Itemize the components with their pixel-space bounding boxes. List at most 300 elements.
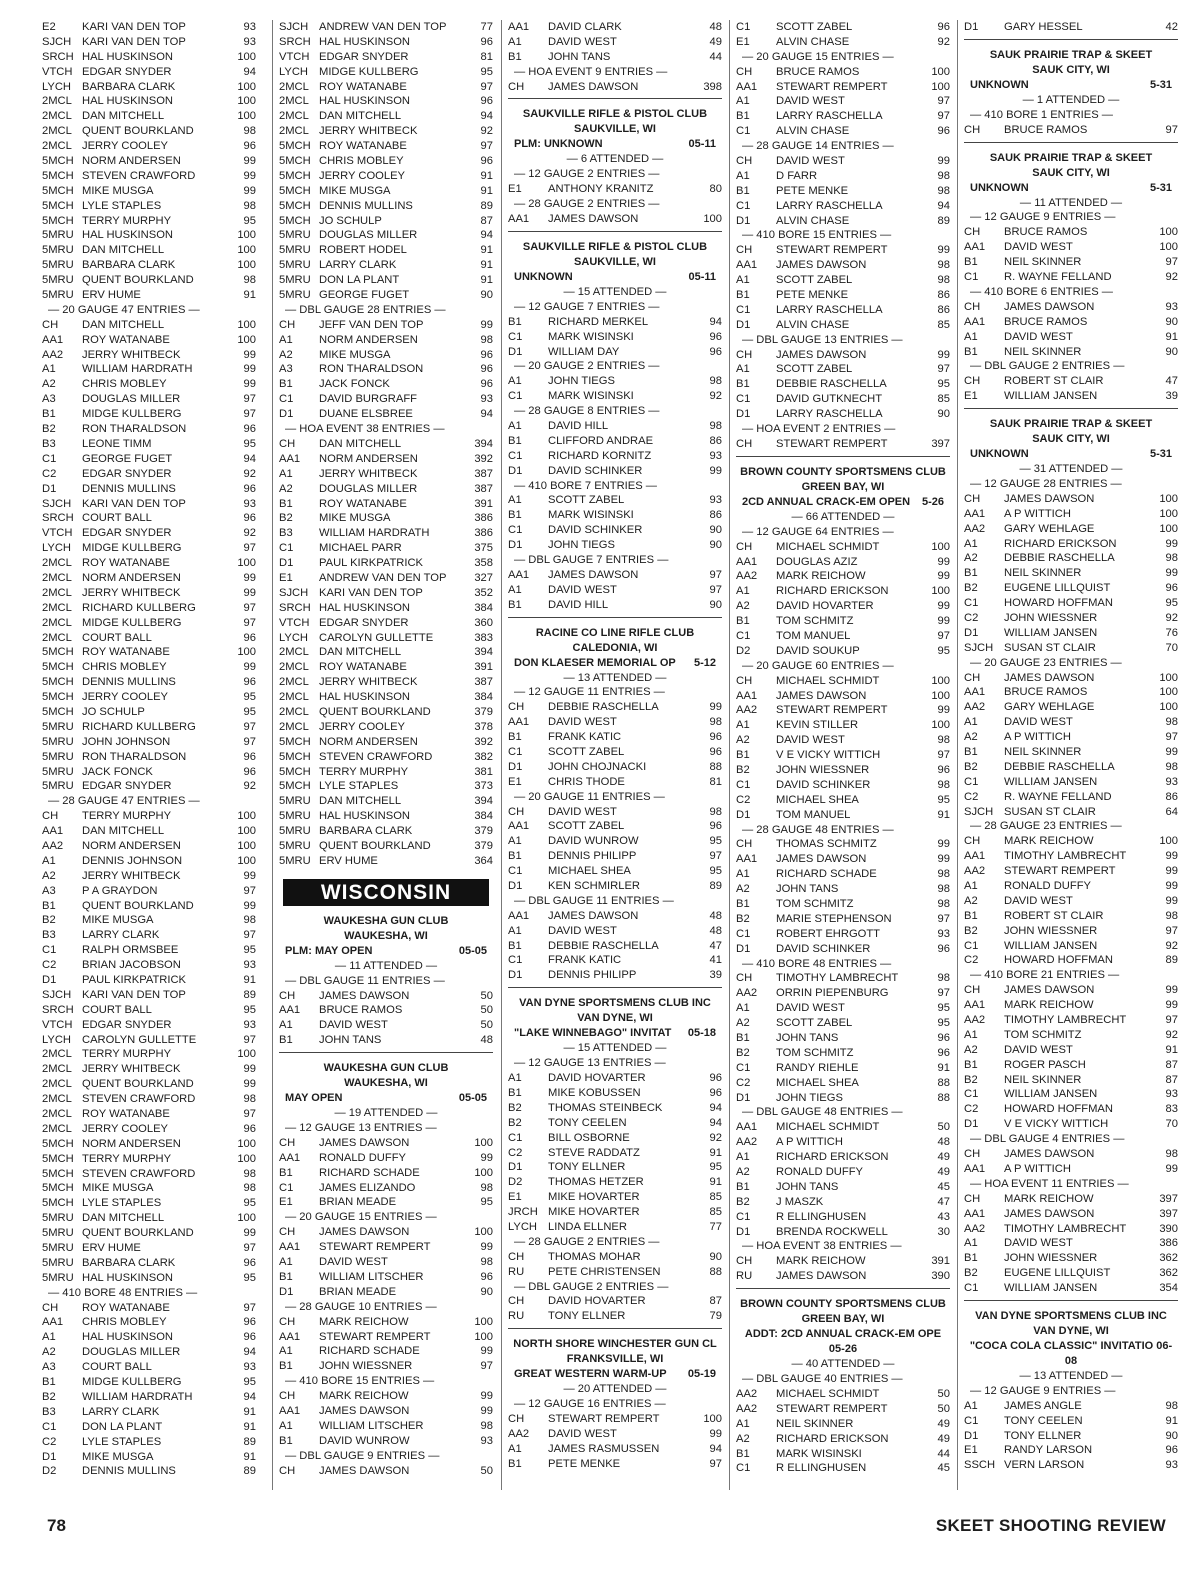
result-row bbox=[42, 273, 256, 288]
shooter-name: ROY WATANABE bbox=[319, 661, 407, 674]
class-code: D1 bbox=[279, 408, 294, 421]
class-code: A1 bbox=[964, 330, 978, 343]
class-code: C2 bbox=[964, 1103, 979, 1116]
shooter-name: TOM MANUEL bbox=[776, 808, 851, 821]
shooter-name: JERRY WHITBECK bbox=[82, 869, 181, 882]
score: 93 bbox=[243, 1018, 256, 1031]
score: 86 bbox=[709, 509, 722, 522]
class-code: AA1 bbox=[964, 1162, 986, 1175]
class-code: LYCH bbox=[508, 1220, 538, 1233]
score: 95 bbox=[243, 437, 256, 450]
score: 100 bbox=[1159, 507, 1178, 520]
class-code: D1 bbox=[42, 974, 57, 986]
result-row bbox=[964, 1266, 1178, 1281]
shoot-name: "LAKE WINNEBAGO" INVITAT bbox=[514, 1027, 672, 1040]
shooter-name: RICHARD ERICKSON bbox=[1004, 537, 1117, 550]
class-code: B1 bbox=[279, 1034, 293, 1047]
shooter-name: RALPH ORMSBEE bbox=[82, 944, 179, 957]
result-row bbox=[279, 1315, 493, 1330]
event-heading bbox=[42, 303, 256, 318]
class-code: SJCH bbox=[279, 586, 309, 599]
score: 91 bbox=[243, 1420, 256, 1433]
score: 47 bbox=[709, 939, 722, 952]
class-code: D1 bbox=[736, 318, 751, 331]
shooter-name: MIKE HOVARTER bbox=[548, 1206, 640, 1219]
shooter-name: DAVID WEST bbox=[548, 716, 617, 729]
shooter-name: HAL HUSKINSON bbox=[319, 601, 410, 614]
class-code: B2 bbox=[736, 1046, 750, 1059]
score: 386 bbox=[474, 512, 493, 525]
class-code: AA2 bbox=[736, 704, 758, 717]
result-row bbox=[508, 849, 722, 864]
class-code: 5MRU bbox=[42, 289, 74, 302]
divider bbox=[964, 1300, 1178, 1301]
divider bbox=[279, 1052, 493, 1053]
class-code: A1 bbox=[736, 719, 750, 732]
shooter-name: DAVID GUTKNECHT bbox=[776, 393, 883, 406]
result-row bbox=[279, 273, 493, 288]
result-row bbox=[964, 1458, 1178, 1473]
score: 99 bbox=[709, 701, 722, 714]
score: 92 bbox=[709, 1131, 722, 1144]
class-code: A2 bbox=[736, 1166, 750, 1179]
result-row bbox=[736, 778, 950, 793]
score: 99 bbox=[243, 363, 256, 376]
class-code: E1 bbox=[964, 390, 978, 403]
shooter-name: DEBBIE RASCHELLA bbox=[1004, 760, 1115, 773]
event-heading-text: — 12 GAUGE 16 ENTRIES — bbox=[514, 1398, 666, 1411]
class-code: 5MCH bbox=[42, 1167, 74, 1180]
class-code: B2 bbox=[964, 582, 978, 595]
class-code: A1 bbox=[736, 169, 750, 182]
class-code: D2 bbox=[736, 644, 751, 657]
shooter-name: EDGAR SNYDER bbox=[319, 616, 409, 629]
shooter-name: MICHAEL SCHMIDT bbox=[776, 1387, 880, 1400]
result-row bbox=[279, 1389, 493, 1404]
result-row bbox=[279, 94, 493, 109]
class-code: 2MCL bbox=[42, 1122, 72, 1135]
result-row bbox=[279, 1195, 493, 1210]
result-row bbox=[736, 1001, 950, 1016]
event-heading-text: — 28 GAUGE 47 ENTRIES — bbox=[48, 795, 200, 808]
score: 45 bbox=[937, 1180, 950, 1193]
result-row bbox=[964, 953, 1178, 968]
score: 92 bbox=[1165, 939, 1178, 952]
club-header bbox=[508, 1337, 722, 1367]
result-row bbox=[42, 735, 256, 750]
event-heading-text: — 28 GAUGE 48 ENTRIES — bbox=[742, 823, 894, 836]
shooter-name: A P WITTICH bbox=[1004, 1162, 1071, 1175]
class-code: B1 bbox=[736, 1180, 750, 1193]
shooter-name: HOWARD HOFFMAN bbox=[1004, 954, 1113, 967]
result-row bbox=[736, 1195, 950, 1210]
result-row bbox=[279, 139, 493, 154]
class-code: AA1 bbox=[279, 1330, 301, 1343]
result-row bbox=[964, 641, 1178, 656]
class-code: 5MRU bbox=[279, 289, 311, 302]
shooter-name: DAVID SCHINKER bbox=[776, 778, 871, 791]
divider bbox=[508, 987, 722, 988]
class-code: B1 bbox=[42, 1376, 56, 1389]
shooter-name: JAMES ANGLE bbox=[1004, 1399, 1082, 1412]
shooter-name: EDGAR SNYDER bbox=[319, 50, 409, 63]
result-row bbox=[42, 1301, 256, 1316]
shooter-name: HAL HUSKINSON bbox=[82, 1271, 173, 1284]
result-row bbox=[42, 243, 256, 258]
result-row bbox=[42, 556, 256, 571]
class-code: D1 bbox=[508, 760, 523, 773]
result-row bbox=[279, 1464, 493, 1479]
result-row bbox=[42, 362, 256, 377]
class-code: AA1 bbox=[736, 80, 758, 93]
shooter-name: WILLIAM LITSCHER bbox=[319, 1419, 424, 1432]
class-code: A2 bbox=[279, 482, 293, 495]
shooter-name: NORM ANDERSEN bbox=[82, 839, 181, 852]
result-row bbox=[736, 555, 950, 570]
class-code: B1 bbox=[964, 746, 978, 758]
result-row bbox=[279, 392, 493, 407]
score: 81 bbox=[480, 50, 493, 63]
class-code: B1 bbox=[279, 1434, 293, 1447]
shooter-name: JAMES DAWSON bbox=[1004, 984, 1095, 997]
attendance: — 13 ATTENDED — bbox=[563, 671, 667, 684]
event-heading-text: — 28 GAUGE 23 ENTRIES — bbox=[970, 820, 1122, 833]
result-row bbox=[508, 1175, 722, 1190]
shooter-name: JACK FONCK bbox=[82, 765, 153, 778]
class-code: C1 bbox=[736, 778, 751, 791]
class-code: 5MCH bbox=[279, 184, 311, 197]
shoot-event-line bbox=[508, 656, 722, 671]
result-row bbox=[508, 508, 722, 523]
result-row bbox=[42, 973, 256, 988]
score: 91 bbox=[480, 169, 493, 182]
class-code: AA2 bbox=[736, 1402, 758, 1415]
event-heading-text: — 20 GAUGE 60 ENTRIES — bbox=[742, 659, 894, 672]
result-row bbox=[42, 1181, 256, 1196]
score: 90 bbox=[709, 1250, 722, 1263]
event-heading bbox=[279, 974, 493, 989]
score: 97 bbox=[1165, 256, 1178, 269]
class-code: LYCH bbox=[42, 542, 72, 555]
score: 49 bbox=[937, 1166, 950, 1179]
score: 96 bbox=[243, 1331, 256, 1344]
class-code: A2 bbox=[736, 1432, 750, 1445]
score: 90 bbox=[1165, 1429, 1178, 1442]
score: 89 bbox=[243, 1465, 256, 1478]
class-code: CH bbox=[736, 674, 753, 687]
score: 99 bbox=[243, 348, 256, 361]
shooter-name: TERRY MURPHY bbox=[82, 1152, 172, 1165]
club-line: 08 bbox=[1064, 1354, 1078, 1367]
class-code: AA1 bbox=[42, 825, 64, 838]
shooter-name: DENNIS PHILIPP bbox=[548, 850, 637, 863]
club-line: VAN DYNE, WI bbox=[1033, 1324, 1109, 1337]
score: 99 bbox=[1165, 894, 1178, 907]
attendance: — 1 ATTENDED — bbox=[1022, 93, 1120, 106]
class-code: CH bbox=[508, 80, 525, 93]
event-heading-text: — 12 GAUGE 9 ENTRIES — bbox=[970, 1384, 1116, 1397]
event-heading-text: — DBL GAUGE 2 ENTRIES — bbox=[514, 1280, 669, 1293]
shooter-name: STEWART REMPERT bbox=[319, 1330, 431, 1343]
shooter-name: JERRY WHITBECK bbox=[319, 467, 418, 480]
shooter-name: MIDGE KULLBERG bbox=[319, 65, 419, 78]
shooter-name: RONALD DUFFY bbox=[319, 1151, 407, 1164]
class-code: AA1 bbox=[508, 820, 530, 833]
result-row bbox=[279, 497, 493, 512]
class-code: B2 bbox=[508, 1116, 522, 1129]
class-code: D1 bbox=[508, 539, 523, 552]
score: 98 bbox=[480, 1256, 493, 1269]
score: 91 bbox=[709, 1146, 722, 1159]
result-row bbox=[508, 1116, 722, 1131]
result-row bbox=[42, 616, 256, 631]
shooter-name: RONALD DUFFY bbox=[776, 1166, 864, 1179]
result-row bbox=[42, 1167, 256, 1182]
shooter-name: JO SCHULP bbox=[82, 705, 145, 718]
score: 93 bbox=[243, 21, 256, 33]
class-code: B2 bbox=[42, 1390, 56, 1403]
result-row bbox=[736, 971, 950, 986]
class-code: B1 bbox=[736, 898, 750, 910]
class-code: B1 bbox=[508, 1457, 522, 1470]
score: 47 bbox=[937, 1195, 950, 1208]
result-row bbox=[279, 586, 493, 601]
result-row bbox=[42, 1464, 256, 1479]
result-row bbox=[736, 1402, 950, 1417]
result-row bbox=[736, 124, 950, 139]
shoot-date: 05-18 bbox=[687, 1027, 716, 1040]
shooter-name: RICHARD KULLBERG bbox=[82, 720, 196, 733]
class-code: A1 bbox=[736, 274, 750, 287]
shooter-name: JERRY WHITBECK bbox=[82, 1063, 181, 1076]
shooter-name: MARK WISINSKI bbox=[548, 390, 634, 403]
divider bbox=[964, 408, 1178, 409]
result-row bbox=[964, 1414, 1178, 1429]
shooter-name: DENNIS PHILIPP bbox=[548, 969, 637, 982]
club-header bbox=[279, 1061, 493, 1091]
score: 95 bbox=[480, 1196, 493, 1209]
result-row bbox=[736, 1120, 950, 1135]
shooter-name: TERRY MURPHY bbox=[82, 810, 172, 823]
score: 97 bbox=[937, 987, 950, 1000]
class-code: B1 bbox=[508, 434, 522, 447]
class-code: 2MCL bbox=[279, 95, 309, 108]
result-row bbox=[964, 537, 1178, 552]
shooter-name: HAL HUSKINSON bbox=[319, 35, 410, 48]
event-heading-text: — HOA EVENT 38 ENTRIES — bbox=[285, 423, 445, 436]
score: 98 bbox=[937, 883, 950, 896]
event-heading-text: — HOA EVENT 9 ENTRIES — bbox=[514, 65, 668, 78]
result-row bbox=[736, 1210, 950, 1225]
event-heading-text: — 28 GAUGE 2 ENTRIES — bbox=[514, 1235, 660, 1248]
result-row bbox=[42, 214, 256, 229]
result-row bbox=[42, 318, 256, 333]
shooter-name: QUENT BOURKLAND bbox=[82, 1227, 194, 1240]
class-code: CH bbox=[279, 318, 296, 331]
score: 91 bbox=[243, 974, 256, 986]
score: 79 bbox=[709, 1310, 722, 1323]
score: 91 bbox=[1165, 1043, 1178, 1056]
class-code: 5MCH bbox=[42, 214, 74, 227]
shooter-name: DAN MITCHELL bbox=[82, 318, 165, 331]
club-line: SAUKVILLE RIFLE & PISTOL CLUB bbox=[522, 108, 708, 121]
score: 100 bbox=[237, 810, 256, 823]
class-code: A1 bbox=[42, 363, 56, 376]
event-heading-text: — 28 GAUGE 10 ENTRIES — bbox=[285, 1300, 437, 1313]
score: 94 bbox=[709, 1442, 722, 1455]
class-code: D1 bbox=[964, 1118, 979, 1131]
result-row bbox=[508, 345, 722, 360]
class-code: B1 bbox=[964, 1252, 978, 1265]
score: 98 bbox=[243, 1182, 256, 1195]
class-code: AA1 bbox=[964, 507, 986, 520]
attendance: — 13 ATTENDED — bbox=[1019, 1369, 1123, 1382]
shooter-name: JAMES DAWSON bbox=[548, 213, 639, 226]
class-code: SRCH bbox=[279, 35, 311, 48]
shooter-name: KEVIN STILLER bbox=[776, 719, 859, 732]
score: 91 bbox=[243, 1450, 256, 1463]
result-row bbox=[279, 571, 493, 586]
shooter-name: RICHARD SCHADE bbox=[776, 868, 877, 881]
result-row bbox=[964, 581, 1178, 596]
shooter-name: GARY HESSEL bbox=[1004, 21, 1083, 33]
column-4 bbox=[729, 20, 950, 1490]
class-code: 2MCL bbox=[42, 557, 72, 570]
shooter-name: STEWART REMPERT bbox=[1004, 865, 1116, 878]
class-code: CH bbox=[964, 123, 981, 136]
shooter-name: DAVID HILL bbox=[548, 419, 609, 432]
score: 97 bbox=[937, 110, 950, 123]
score: 98 bbox=[937, 868, 950, 881]
result-row bbox=[964, 522, 1178, 537]
score: 93 bbox=[243, 35, 256, 48]
shooter-name: STEVEN CRAWFORD bbox=[82, 169, 196, 182]
result-row bbox=[279, 705, 493, 720]
shooter-name: TONY ELLNER bbox=[548, 1310, 626, 1323]
class-code: AA2 bbox=[964, 865, 986, 878]
result-row bbox=[736, 1269, 950, 1284]
result-row bbox=[508, 1086, 722, 1101]
score: 99 bbox=[243, 1078, 256, 1091]
result-row bbox=[279, 452, 493, 467]
event-heading-text: — 410 BORE 15 ENTRIES — bbox=[285, 1375, 435, 1388]
shooter-name: DENNIS MULLINS bbox=[82, 676, 176, 689]
result-row bbox=[508, 1160, 722, 1175]
event-heading bbox=[964, 108, 1178, 123]
shooter-name: WILLIAM JANSEN bbox=[1004, 775, 1098, 788]
attendance: — 31 ATTENDED — bbox=[1019, 463, 1123, 476]
result-row bbox=[964, 1429, 1178, 1444]
score: 44 bbox=[709, 50, 722, 63]
club-line: GREEN BAY, WI bbox=[801, 480, 885, 493]
shooter-name: BRUCE RAMOS bbox=[1004, 226, 1088, 239]
class-code: A1 bbox=[736, 363, 750, 376]
result-row bbox=[42, 541, 256, 556]
shooter-name: JAMES DAWSON bbox=[319, 989, 410, 1002]
shooter-name: ROBERT HODEL bbox=[319, 244, 407, 257]
result-row bbox=[42, 1033, 256, 1048]
score: 99 bbox=[937, 555, 950, 568]
score: 98 bbox=[937, 184, 950, 197]
class-code: A1 bbox=[736, 1151, 750, 1164]
score: 354 bbox=[1159, 1282, 1178, 1295]
score: 97 bbox=[937, 749, 950, 762]
shooter-name: QUENT BOURKLAND bbox=[82, 274, 194, 287]
shooter-name: LYLE STAPLES bbox=[82, 1197, 162, 1210]
shooter-name: MIDGE KULLBERG bbox=[82, 542, 182, 555]
result-row bbox=[42, 348, 256, 363]
shoot-date: 5-26 bbox=[921, 495, 944, 508]
score: 39 bbox=[709, 969, 722, 982]
shoot-event-line bbox=[508, 1026, 722, 1041]
class-code: SRCH bbox=[42, 50, 74, 63]
class-code: B1 bbox=[279, 1270, 293, 1283]
result-row bbox=[508, 909, 722, 924]
shooter-name: STEWART REMPERT bbox=[776, 80, 888, 93]
result-row bbox=[42, 1420, 256, 1435]
class-code: B1 bbox=[508, 50, 522, 63]
class-code: 5MCH bbox=[42, 705, 74, 718]
class-code: CH bbox=[42, 318, 59, 331]
class-code: A3 bbox=[42, 884, 56, 897]
class-code: B1 bbox=[736, 289, 750, 302]
class-code: 5MRU bbox=[279, 244, 311, 257]
result-row bbox=[964, 700, 1178, 715]
class-code: AA2 bbox=[964, 522, 986, 535]
class-code: D1 bbox=[964, 1429, 979, 1442]
score: 99 bbox=[937, 704, 950, 717]
event-heading bbox=[736, 957, 950, 972]
result-row bbox=[279, 318, 493, 333]
class-code: 2MCL bbox=[279, 646, 309, 659]
class-code: CH bbox=[736, 972, 753, 985]
score: 90 bbox=[709, 598, 722, 611]
event-heading-text: — 20 GAUGE 47 ENTRIES — bbox=[48, 303, 200, 316]
result-row bbox=[42, 765, 256, 780]
shooter-name: LARRY CLARK bbox=[82, 1405, 160, 1418]
result-row bbox=[508, 1220, 722, 1235]
column-5 bbox=[957, 20, 1178, 1490]
shooter-name: GEORGE FUGET bbox=[319, 289, 410, 302]
score: 50 bbox=[480, 1464, 493, 1477]
result-row bbox=[964, 1117, 1178, 1132]
result-row bbox=[279, 258, 493, 273]
shooter-name: JOHN TIEGS bbox=[776, 1091, 843, 1104]
shooter-name: TONY ELLNER bbox=[1004, 1429, 1082, 1442]
event-heading bbox=[279, 303, 493, 318]
class-code: C1 bbox=[508, 330, 523, 343]
result-row bbox=[964, 879, 1178, 894]
shoot-name: MAY OPEN bbox=[285, 1092, 343, 1105]
page-number: 78 bbox=[47, 1516, 66, 1535]
result-row bbox=[508, 493, 722, 508]
result-row bbox=[736, 392, 950, 407]
class-code: CH bbox=[42, 1301, 59, 1314]
shoot-event-line bbox=[508, 137, 722, 152]
score: 77 bbox=[480, 21, 493, 33]
class-code: A1 bbox=[279, 1019, 293, 1032]
score: 100 bbox=[237, 646, 256, 659]
result-row bbox=[736, 1016, 950, 1031]
result-row bbox=[964, 1162, 1178, 1177]
score: 96 bbox=[480, 348, 493, 361]
score: 92 bbox=[1165, 1028, 1178, 1041]
score: 50 bbox=[937, 1402, 950, 1415]
score: 99 bbox=[1165, 746, 1178, 758]
result-row bbox=[279, 362, 493, 377]
score: 88 bbox=[937, 1076, 950, 1089]
shooter-name: CLIFFORD ANDRAE bbox=[548, 434, 654, 447]
